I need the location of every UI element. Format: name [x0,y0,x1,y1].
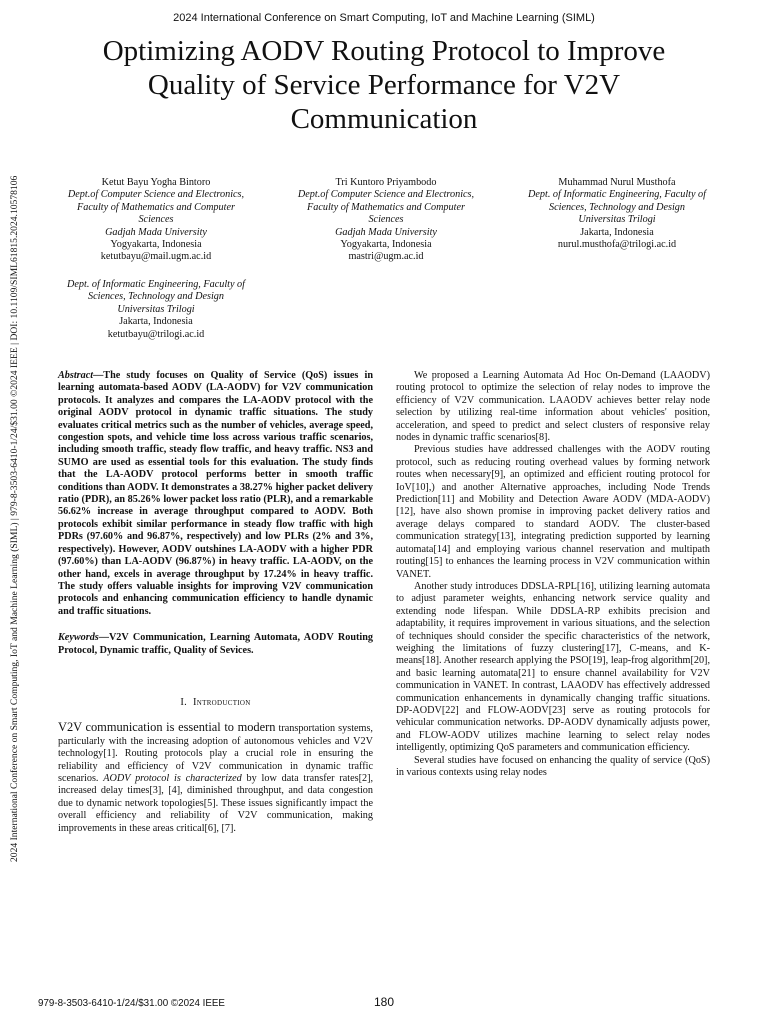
right-paragraph-2: Previous studies have addressed challenges with the AODV routing protocol, such as reducing routing overhead values by forming network routes when necessary[9], an optimized and efficient routing protocol for IoV[10],) and another Alternative approaches, including Node Trends Prediction[11] and Mobility and Detection Aware AODV (MDA-AODV)[12], have also shown promise in improving packet delivery ratios and average delays compared to standard AODV. The cluster-based communication strategy[13], integrating prediction supported by learning automata[14] and employing various channel reservation and multipath routing[15] to enhances the learning process in V2V communication within VANET. [396,444,710,580]
author-email[interactable]: nurul.musthofa@trilogi.ac.id [557,239,677,251]
author-email[interactable]: mastri@ugm.ac.id [348,251,424,263]
right-paragraph-3: Another study introduces DDSLA-RPL[16], utilizing learning automata to adjust parameter weights, enhancing network service quality and extending node lifespan. While DDSLA-RP exhibits precision and adaptability, it requires improvement in various situations, and the selection of techniques should consider the specific characteristics of the network, weighing the limitations of fuzzy clustering[17], C-means, and K-means[18]. Another research applying the PSO[19], leap-frog algorithm[20], and basic learning automata[21] to ensure channel availability for V2V communication in VANET. In contrast, LAAODV has effectively addressed communication enhancements in dynamically changing traffic situations. DP-AODV[22] and FLOW-AODV[23] serve as routing protocols for vehicular communication networks. DP-AODV dynamically adjusts power, and FLOW-AODV utilizes machine learning to select relay nodes intelligently, optimizing QoS parameters and communication efficiency. [396,580,710,754]
author-email[interactable]: ketutbayu@mail.ugm.ac.id [100,251,212,263]
author-location: Jakarta, Indonesia [580,226,654,238]
right-paragraph-1: We proposed a Learning Automata Ad Hoc On-Demand (LAAODV) routing protocol to optimize the selection of relay nodes to improve the efficiency of V2V communication. LAAODV achieves better relay node selection by utilizing real-time information about vehicles' position, acceleration, and speed to predict and select clusters of responsive relay nodes in dynamic traffic scenarios[8]. [396,370,710,444]
author-location: Yogyakarta, Indonesia [340,239,432,251]
conference-header: 2024 International Conference on Smart Computing, IoT and Machine Learning (SIML) [173,12,595,24]
author-block-1 [62,177,250,264]
paper-title: Optimizing AODV Routing Protocol to Improve Quality of Service Performance for V2V Communication [102,35,666,135]
author-block-3 [522,177,712,251]
author-dept: Dept. of Informatic Engineering, Faculty of Sciences, Technology and Design [67,279,245,303]
section-number: I. [180,696,188,708]
abstract-label: Abstract [58,370,94,381]
keywords-text: —V2V Communication, Learning Automata, AODV Routing Protocol, Dynamic traffic, Quality of Sevices. [58,632,373,656]
author-location: Jakarta, Indonesia [119,316,193,328]
section-title: Introduction [192,696,251,708]
author-dept: Dept. of Informatic Engineering, Faculty of Sciences, Technology and Design [528,189,706,213]
side-doi-strip [9,162,23,862]
right-paragraph-4: Several studies have focused on enhancing the quality of service (QoS) in various contexts using relay nodes [396,754,710,778]
author-name: Muhammad Nurul Musthofa [558,177,676,188]
author-name: Ketut Bayu Yogha Bintoro [101,177,211,188]
author-location: Yogyakarta, Indonesia [110,239,202,251]
author-email[interactable]: ketutbayu@trilogi.ac.id [107,328,205,340]
section-heading-introduction [58,697,373,709]
right-column [396,370,710,779]
abstract-text: —The study focuses on Quality of Service (QoS) issues in learning automata-based AODV (LA-AODV) for V2V communication protocols. It analyzes and compares the LA-AODV protocol with the original AODV protocol in dynamic traffic situations. The study evaluates critical metrics such as the number of vehicles, average speed, congestion spots, and vehicle time loss across various traffic scenarios, including smooth traffic, steady flow traffic, and heavy traffic. NS3 and SUMO are used as essential tools for this evaluation. The study finds that the LA-AODV protocol performs better in smooth traffic conditions than AODV. It demonstrates a 38.27% higher packet delivery ratio (PDR), an 85.26% lower packet loss ratio (PLR), and a remarkable 56.62% increase in average throughput compared to AODV. Both protocols exhibit similar performance in steady flow traffic with high PDRs (97.60% and 96.87%, respectively) and low PLRs (2% and 3%, respectively). However, AODV outshines LA-AODV with a higher PDR (97.60%) than LA-AODV (96.87%) in heavy traffic. LA-AODV, on the other hand, excels in average throughput by 17.24% in heavy traffic. The study offers valuable insights for improving V2V communication protocols and enhancing communication efficiency to handle dynamic and traffic situations. [58,370,373,617]
intro-lead: V2V communication is essential to modern [58,720,276,735]
keywords-label: Keywords [58,632,99,644]
abstract [58,370,373,618]
author-dept: Dept.of Computer Science and Electronics, Faculty of Mathematics and Computer Sciences [297,189,475,226]
intro-text-italic: AODV protocol is characterized [103,772,242,784]
intro-text-b: by low data transfer rates[2], increased delay times[3], [4], diminished throughput, and data congestion due to dynamic network topologies[5]. These issues significantly impact the overall efficiency and reliability of V2V communication, making improvements in these areas critical[6], [7]. [58,772,374,834]
author-institution: Gadjah Mada University [105,226,207,238]
keywords [58,632,373,657]
left-column [58,370,373,835]
author-institution: Gadjah Mada University [335,226,437,238]
footer-copyright: 979-8-3503-6410-1/24/$31.00 ©2024 IEEE [38,998,225,1009]
intro-paragraph-1 [58,721,373,835]
author-block-2 [292,177,480,264]
author-institution: Universitas Trilogi [578,214,656,226]
author-institution: Universitas Trilogi [117,303,195,315]
page-number: 180 [373,995,395,1009]
side-doi-text: 2024 International Conference on Smart Computing, IoT and Machine Learning (SIML) | 979-8-3503-6410-1/24/$31.00 ©2024 IEEE | DOI: 10.1109/SIML61815.2024.10578106 [9,175,20,862]
intro-text-a: transportation systems, particularly with the increasing adoption of autonomous vehicles and V2V technology[1]. Routing protocols play a crucial role in ensuring the reliability and efficiency of V2V communication in dynamic traffic scenarios. [58,723,373,784]
author-dept: Dept.of Computer Science and Electronics, Faculty of Mathematics and Computer Sciences [67,189,245,226]
author-name: Tri Kuntoro Priyambodo [335,177,437,188]
author-block-1-affiliation-2 [60,279,252,341]
